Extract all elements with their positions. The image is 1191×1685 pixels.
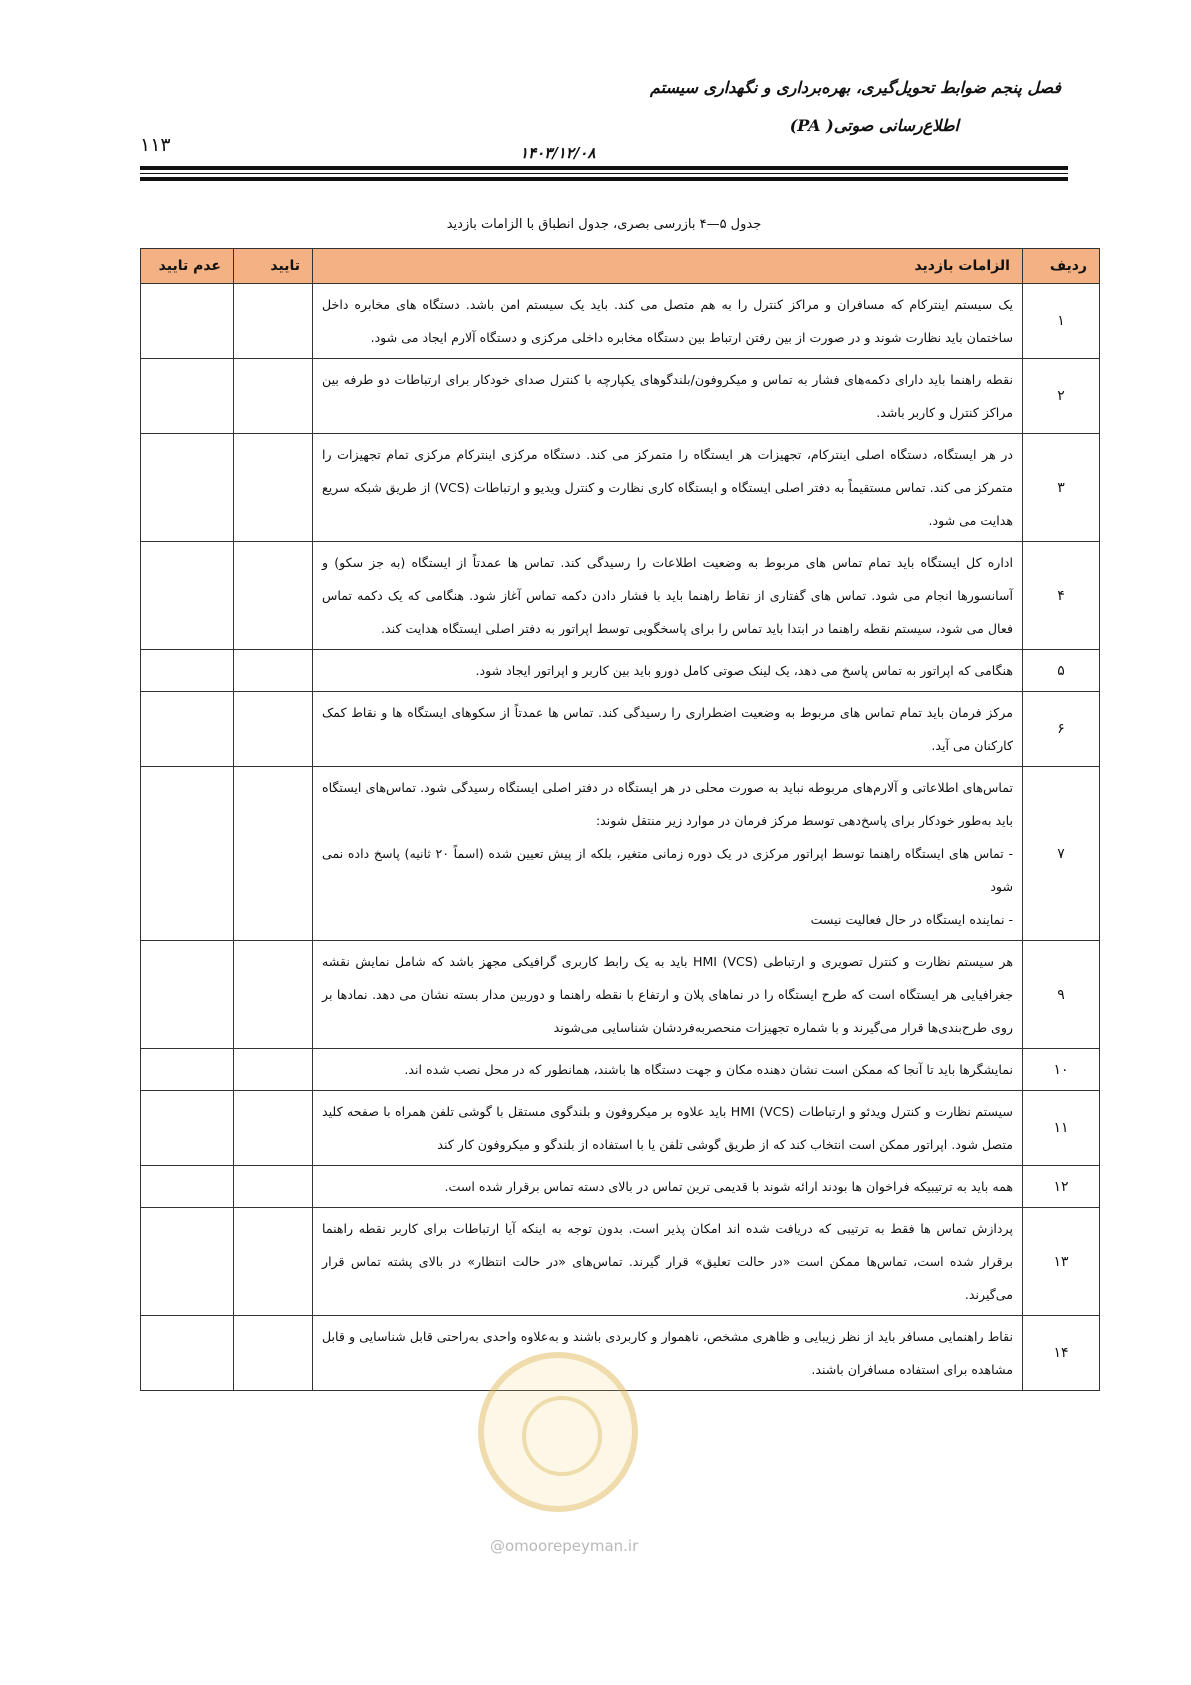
reject-cell[interactable] (141, 650, 234, 692)
approve-cell[interactable] (234, 284, 313, 359)
header-rule-top (140, 166, 1068, 170)
table-row (141, 359, 1100, 434)
row-number: ۷ (1023, 767, 1100, 941)
approve-cell[interactable] (234, 1091, 313, 1166)
watermark-text: @omoorepeyman.ir (490, 1537, 639, 1555)
reject-cell[interactable] (141, 692, 234, 767)
table-row (141, 650, 1100, 692)
row-number: ۱ (1023, 284, 1100, 359)
table-row (141, 542, 1100, 650)
table-row (141, 1166, 1100, 1208)
subsystem-title: اطلاع‌رسانی صوتی( PA) (789, 116, 959, 135)
approve-cell[interactable] (234, 1316, 313, 1391)
requirement-text: نقطه راهنما باید دارای دکمه‌های فشار به تماس و میکروفون/بلندگوهای یکپارچه با کنترل صدای خودکار برای ارتباطات دو طرفه بین مراکز کنترل و کاربر باشد. (313, 359, 1023, 434)
requirement-bullet: - نماینده ایستگاه در حال فعالیت نیست (810, 912, 1013, 927)
reject-cell[interactable] (141, 359, 234, 434)
table-row (141, 284, 1100, 359)
approve-cell[interactable] (234, 542, 313, 650)
table-row (141, 1049, 1100, 1091)
requirement-text: در هر ایستگاه، دستگاه اصلی اینترکام، تجهیزات هر ایستگاه را متمرکز می کند. دستگاه مرکزی اینترکام مرکزی تمام تجهیزات را متمرکز می کند. تماس مستقیماً به دفتر اصلی ایستگاه و ایستگاه کاری نظارت و کنترل ویدیو و ارتباطات (VCS) از طریق شبکه سریع هدایت می شود. (313, 434, 1023, 542)
reject-cell[interactable] (141, 1049, 234, 1091)
table-row (141, 434, 1100, 542)
header-reject: عدم تایید (141, 249, 234, 284)
row-number: ۹ (1023, 941, 1100, 1049)
chapter-title: فصل پنجم ضوابط تحویل‌گیری، بهره‌برداری و نگهداری سیستم (649, 78, 1061, 97)
approve-cell[interactable] (234, 434, 313, 542)
approve-cell[interactable] (234, 1049, 313, 1091)
header-approve: تایید (234, 249, 313, 284)
requirement-line: تماس‌های اطلاعاتی و آلارم‌های مربوطه نباید به صورت محلی در هر ایستگاه در دفتر اصلی ایستگاه رسیدگی شود. تماس‌های ایستگاه باید به‌طور خودکار برای پاسخ‌دهی توسط مرکز فرمان در موارد زیر منتقل شوند: (322, 780, 1013, 828)
table-row (141, 692, 1100, 767)
reject-cell[interactable] (141, 767, 234, 941)
header-requirement: الزامات بازدید (313, 249, 1023, 284)
requirement-text: سیستم نظارت و کنترل ویدئو و ارتباطات HMI (VCS) باید علاوه بر میکروفون و بلندگوی مستقل با گوشی تلفن همراه با صفحه کلید متصل شود. اپراتور ممکن است انتخاب کند که از طریق گوشی تلفن یا با استفاده از بلندگو و میکروفون کار کند (313, 1091, 1023, 1166)
row-number: ۱۲ (1023, 1166, 1100, 1208)
approve-cell[interactable] (234, 1166, 313, 1208)
row-number: ۲ (1023, 359, 1100, 434)
table-caption: جدول ۵—۴ بازرسی بصری، جدول انطباق با الزامات بازدید (446, 217, 762, 232)
row-number: ۶ (1023, 692, 1100, 767)
table-row (141, 1316, 1100, 1391)
header-rule-middle (140, 173, 1068, 174)
reject-cell[interactable] (141, 1316, 234, 1391)
header-rule-bottom (140, 177, 1068, 181)
requirement-text: نقاط راهنمایی مسافر باید از نظر زیبایی و ظاهری مشخص، ناهموار و کاربردی باشند و به‌علاوه واحدی به‌راحتی قابل شناسایی و قابل مشاهده برای استفاده مسافران باشند. (313, 1316, 1023, 1391)
requirement-text: نمایشگرها باید تا آنجا که ممکن است نشان دهنده مکان و جهت دستگاه ها باشند، همانطور که در محل نصب شده اند. (313, 1049, 1023, 1091)
requirement-text: اداره کل ایستگاه باید تمام تماس های مربوط به وضعیت اطلاعات را رسیدگی کند. تماس ها عمدتاً از ایستگاه (به جز سکو) و آسانسورها انجام می شود. تماس های گفتاری از نقاط راهنما باید با فشار دادن دکمه تماس آغاز شود. هنگامی که یک دکمه تماس فعال می شود، سیستم نقطه راهنما در ابتدا باید تماس را برای پاسخگویی توسط اپراتور به دفتر اصلی ایستگاه هدایت کند. (313, 542, 1023, 650)
requirements-table (140, 248, 1100, 1391)
row-number: ۱۳ (1023, 1208, 1100, 1316)
requirement-text: مرکز فرمان باید تمام تماس های مربوط به وضعیت اضطراری را رسیدگی کند. تماس ها عمدتاً از سکوهای ایستگاه ها و نقاط کمک کارکنان می آید. (313, 692, 1023, 767)
reject-cell[interactable] (141, 1208, 234, 1316)
approve-cell[interactable] (234, 941, 313, 1049)
table-row (141, 767, 1100, 941)
row-number: ۴ (1023, 542, 1100, 650)
row-number: ۵ (1023, 650, 1100, 692)
reject-cell[interactable] (141, 1091, 234, 1166)
reject-cell[interactable] (141, 284, 234, 359)
row-number: ۱۱ (1023, 1091, 1100, 1166)
approve-cell[interactable] (234, 359, 313, 434)
approve-cell[interactable] (234, 1208, 313, 1316)
requirement-text: همه باید به ترتیبیکه فراخوان ها بودند ارائه شوند با قدیمی ترین تماس در بالای دسته تماس برقرار شده است. (313, 1166, 1023, 1208)
row-number: ۱۴ (1023, 1316, 1100, 1391)
table-row (141, 1091, 1100, 1166)
approve-cell[interactable] (234, 650, 313, 692)
row-number: ۳ (1023, 434, 1100, 542)
requirement-text (313, 767, 1023, 941)
table-row (141, 941, 1100, 1049)
document-date: ۱۴۰۳/۱۲/۰۸ (520, 144, 596, 162)
reject-cell[interactable] (141, 941, 234, 1049)
approve-cell[interactable] (234, 692, 313, 767)
reject-cell[interactable] (141, 434, 234, 542)
table-header-row (141, 249, 1100, 284)
requirement-text: هنگامی که اپراتور به تماس پاسخ می دهد، یک لینک صوتی کامل دورو باید بین کاربر و اپراتور ایجاد شود. (313, 650, 1023, 692)
reject-cell[interactable] (141, 542, 234, 650)
reject-cell[interactable] (141, 1166, 234, 1208)
requirement-bullet: - تماس های ایستگاه راهنما توسط اپراتور مرکزی در یک دوره زمانی متغیر، بلکه از پیش تعیین شده (اسماً ۲۰ ثانیه) پاسخ داده نمی شود (322, 846, 1013, 894)
row-number: ۱۰ (1023, 1049, 1100, 1091)
requirement-text: یک سیستم اینترکام که مسافران و مراکز کنترل را به هم متصل می کند. باید یک سیستم امن باشد. دستگاه های مخابره داخل ساختمان باید نظارت شوند و در صورت از بین رفتن ارتباط بین دستگاه مخابره داخلی مرکزی و دستگاه آلارم ایجاد می شود. (313, 284, 1023, 359)
requirement-text: هر سیستم نظارت و کنترل تصویری و ارتباطی HMI (VCS) باید به یک رابط کاربری گرافیکی مجهز باشد که شامل نمایش نقشه جغرافیایی هر ایستگاه است که طرح ایستگاه را در نماهای پلان و ارتفاع با نقطه راهنما و دوربین مدار بسته نشان می دهد. نمادها بر روی طرح‌بندی‌ها قرار می‌گیرند و با شماره تجهیزات منحصربه‌فردشان شناسایی می‌شوند (313, 941, 1023, 1049)
header-row-number: ردیف (1023, 249, 1100, 284)
watermark-seal (478, 1352, 638, 1512)
requirement-text: پردازش تماس ها فقط به ترتیبی که دریافت شده اند امکان پذیر است. بدون توجه به اینکه آیا ارتباطات برای کاربر نقطه راهنما برقرار شده است، تماس‌ها ممکن است «در حالت تعلیق» قرار گیرند. تماس‌های «در حالت انتظار» در بالای پشته تماس قرار می‌گیرند. (313, 1208, 1023, 1316)
approve-cell[interactable] (234, 767, 313, 941)
page-number: ۱۱۳ (140, 134, 171, 156)
table-row (141, 1208, 1100, 1316)
